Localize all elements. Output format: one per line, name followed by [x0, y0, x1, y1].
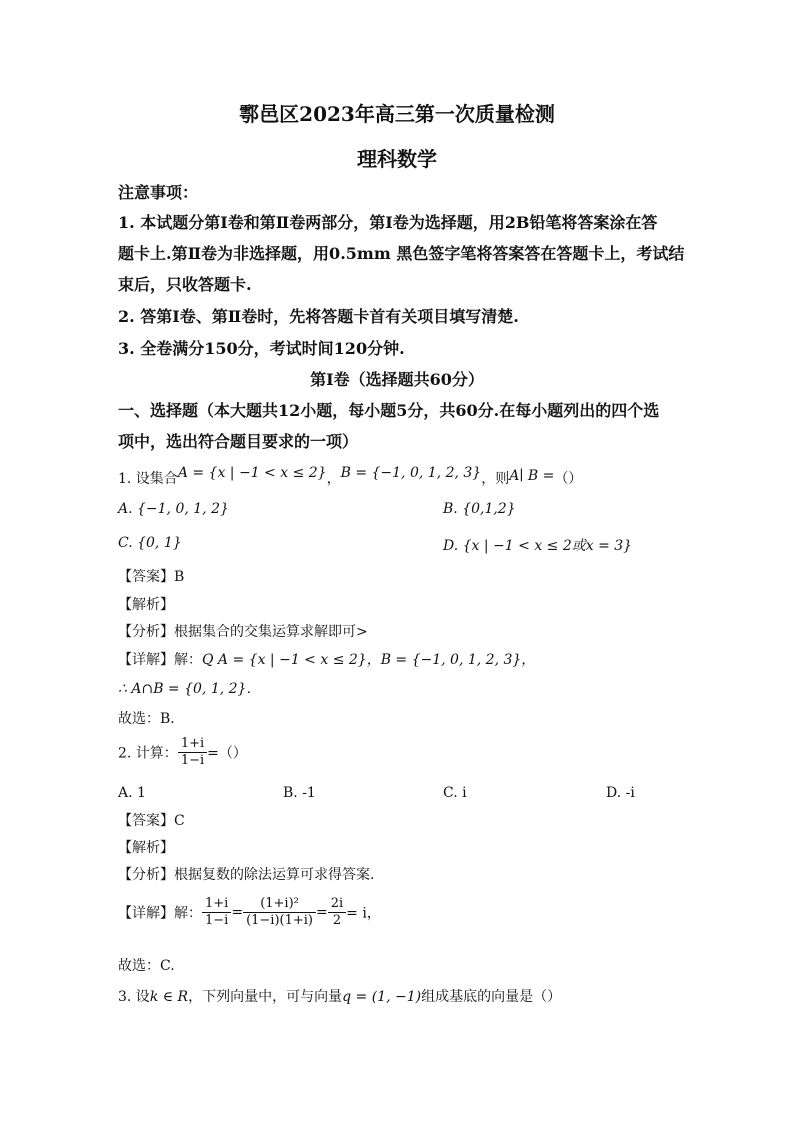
q2-fraction-numerator: 1+i [180, 736, 205, 751]
page-subtitle: 理科数学 [357, 147, 437, 171]
q2-prefix: 2. 计算： [118, 745, 178, 762]
q1-detail-prefix: 【详解】解： [118, 652, 202, 668]
q1-paren: （） [554, 471, 583, 487]
q1-set-b: B = {−1, 0, 1, 2, 3} [340, 465, 482, 481]
q3-prefix: 3. 设 [118, 989, 150, 1005]
q2-option-d: D. -i [606, 785, 635, 801]
q1-detail-math: Q A = {x | −1 < x ≤ 2}，B = {−1, 0, 1, 2, 3}， [202, 652, 536, 668]
q1-option-a: A. {−1, 0, 1, 2} [118, 501, 229, 517]
notice-item-2: 2. 答第Ⅰ卷、第Ⅱ卷时，先将答题卡首有关项目填写清楚. [118, 307, 519, 326]
q2-f2-numerator: (1+i)² [260, 896, 299, 911]
q1-option-b: B. {0,1,2} [443, 501, 516, 517]
q2-detail-fraction-3 [328, 896, 346, 929]
q2-option-c: C. i [443, 785, 467, 801]
q1-analysis-label: 【解析】 [118, 597, 174, 613]
section-heading-line-2: 项中，选出符合题目要求的一项） [118, 432, 359, 451]
page-title: 鄠邑区2023年高三第一次质量检测 [239, 102, 555, 126]
question-3 [118, 986, 561, 1006]
notice-heading: 注意事项： [118, 183, 199, 202]
q1-therefore: ∴ A∩B = {0, 1, 2}． [118, 681, 261, 697]
notice-item-1-line-2: 题卡上.第Ⅱ卷为非选择题，用0.5mm 黑色签字笔将答案答在答题卡上，考试结 [118, 244, 685, 263]
q2-answer: 【答案】C [118, 813, 185, 829]
q2-fraction-denominator: 1−i [178, 752, 207, 769]
q2-f2-denominator: (1−i)(1+i) [243, 912, 316, 929]
q3-vector: q = (1, −1) [342, 989, 422, 1005]
q2-equals-2: = [316, 904, 328, 921]
q2-detail [118, 896, 381, 929]
q2-suffix: =（） [207, 745, 247, 762]
section-heading-line-1: 一、选择题（本大题共12小题，每小题5分，共60分.在每小题列出的四个选 [118, 401, 660, 420]
question-1 [118, 465, 583, 488]
q2-detail-fraction-1 [202, 896, 231, 929]
notice-item-1-line-1: 1. 本试题分第Ⅰ卷和第Ⅱ卷两部分，第Ⅰ卷为选择题，用2B铅笔将答案涂在答 [118, 213, 658, 232]
notice-item-1-line-3: 束后，只收答题卡. [118, 275, 252, 294]
notice-item-3: 3. 全卷满分150分，考试时间120分钟. [118, 339, 405, 358]
q3-k: k ∈ R [149, 989, 189, 1005]
q1-set-a: A = {x | −1 < x ≤ 2} [177, 465, 327, 481]
q2-option-a: A. 1 [118, 785, 146, 801]
q1-option-d: D. {x | −1 < x ≤ 2或x = 3} [443, 538, 633, 554]
q1-option-c: C. {0, 1} [118, 535, 182, 551]
q1-then: ，则 [481, 471, 510, 487]
q2-choose: 故选：C. [118, 958, 175, 974]
q3-mid: ，下列向量中，可与向量 [188, 989, 343, 1005]
q2-f3-numerator: 2i [330, 896, 344, 911]
question-2 [118, 736, 247, 769]
q2-tail: = i， [346, 905, 381, 922]
q1-answer: 【答案】B [118, 569, 185, 585]
q1-fenxi: 【分析】根据集合的交集运算求解即可> [118, 624, 368, 640]
q2-fenxi: 【分析】根据复数的除法运算可求得答案. [118, 867, 375, 883]
q1-choose: 故选：B． [118, 711, 185, 727]
q2-detail-prefix: 【详解】解： [118, 905, 202, 922]
part-1-heading: 第Ⅰ卷（选择题共60分） [310, 370, 484, 389]
q2-analysis-label: 【解析】 [118, 840, 174, 856]
q1-prefix: 1. 设集合 [118, 471, 178, 487]
q3-suffix: 组成基底的向量是（） [421, 989, 562, 1005]
q2-option-b: B. -1 [283, 785, 316, 801]
q2-f3-denominator: 2 [328, 912, 346, 929]
q2-fraction [178, 736, 207, 769]
q2-f1-numerator: 1+i [205, 896, 229, 911]
q2-equals-1: = [231, 904, 244, 921]
q2-detail-fraction-2 [243, 896, 316, 929]
q1-expr: A∣ B = [509, 468, 555, 484]
q2-f1-denominator: 1−i [202, 912, 231, 929]
q1-sep: ， [326, 471, 341, 487]
q1-detail [118, 649, 535, 669]
